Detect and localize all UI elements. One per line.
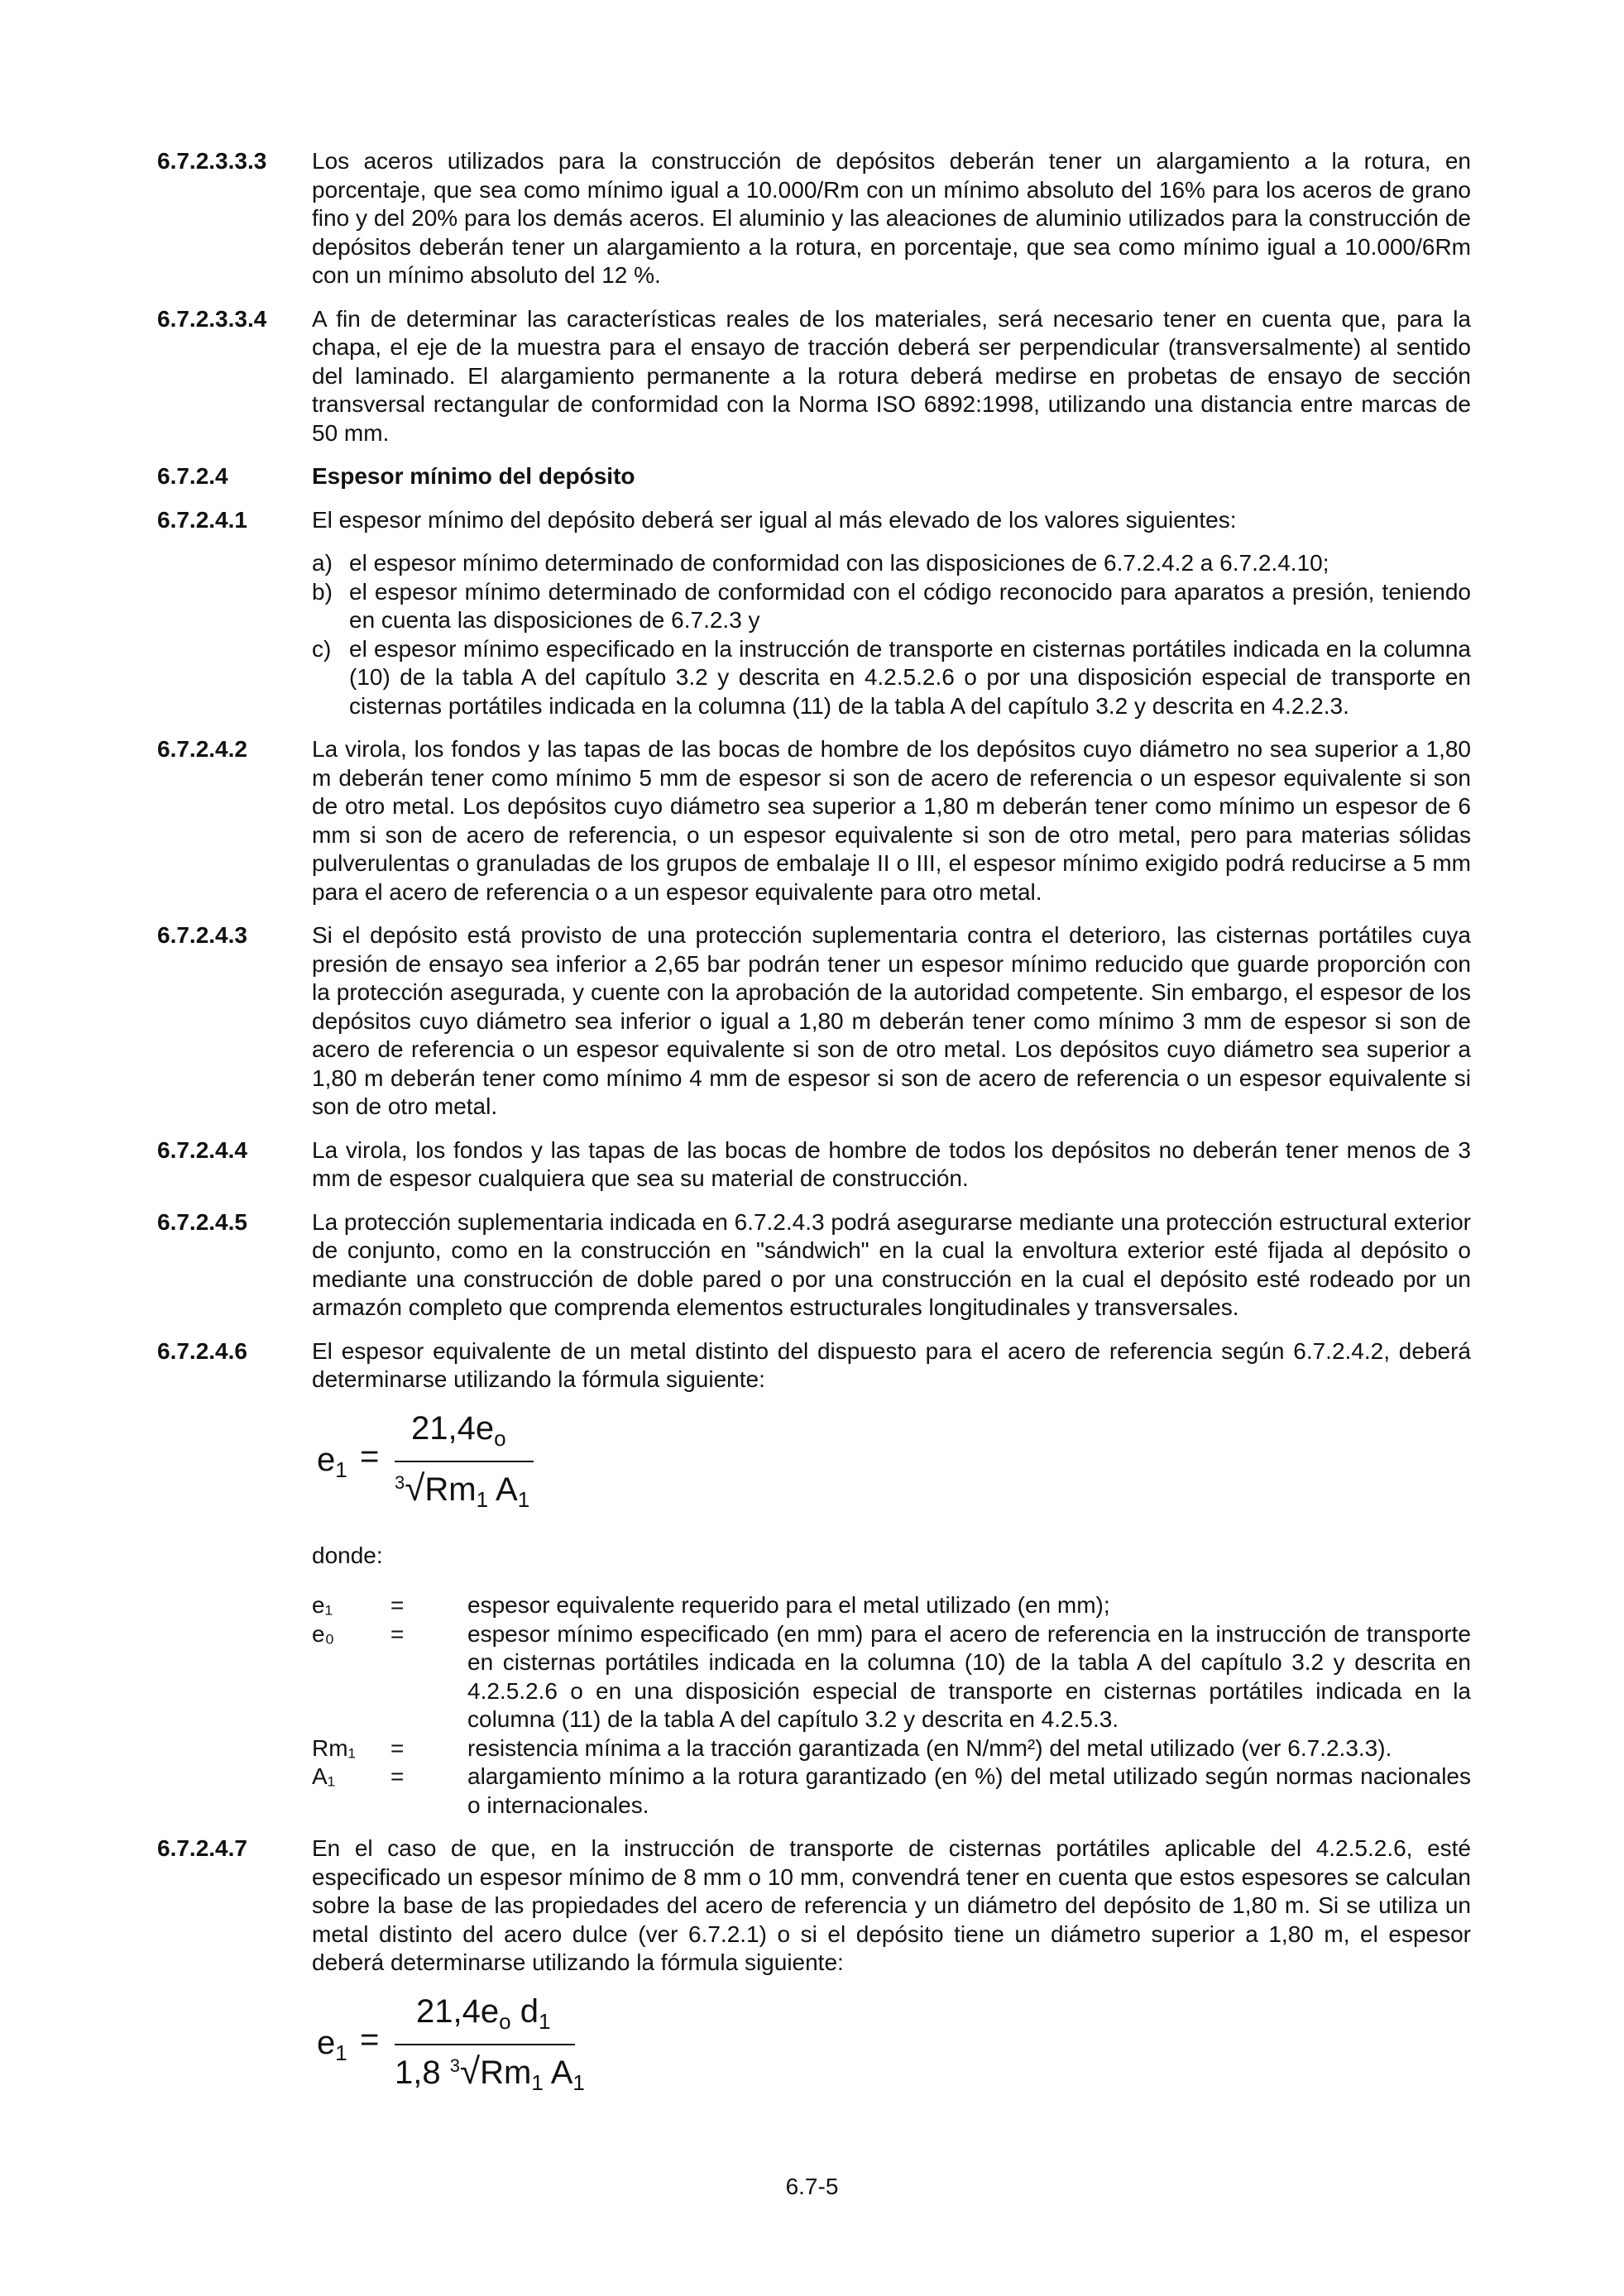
formula-equals: = — [360, 2021, 380, 2058]
definition-row — [312, 1734, 1471, 1763]
list-label: b) — [312, 578, 333, 605]
definition-text: espesor mínimo especificado (en mm) para el acero de referencia en la instrucción de transporte en cisternas portátiles indicada en la columna (10) de la tabla A del capítulo 3.2 y descrita en 4.2.5.2.6 o en una disposición especial de transporte en cisternas portátiles indicada en la columna (11) de la tabla A del capítulo 3.2 y descrita en 4.2.5.3. — [467, 1620, 1471, 1732]
list-item — [312, 635, 1471, 721]
formula-denominator: 1,8 $^3√Rm_1$ $A_1$ — [395, 2050, 585, 2095]
paragraph-6-7-2-4-2 — [157, 735, 1471, 906]
formula-thickness-diameter — [312, 1992, 1471, 2108]
cube-root-icon: √ — [405, 1467, 425, 1509]
section-text: El espesor mínimo del depósito deberá ser igual al más elevado de los valores siguientes: — [312, 506, 1237, 533]
section-number: 6.7.2.4.3 — [157, 922, 247, 948]
section-text: Si el depósito está provisto de una protección suplementaria contra el deterioro, las cisternas portátiles cuya presión de ensayo sea inferior a 2,65 bar podrán tener un espesor mínimo reducido que guarde proporción con la protección asegurada, y cuente con la aprobación de la autoridad competente. Sin embargo, el espesor de los depósitos cuyo diámetro sea inferior o igual a 1,80 m deberán tener como mínimo 3 mm de espesor si son de acero de referencia o un espesor equivalente si son de otro metal. Los depósitos cuyo diámetro sea superior a 1,80 m deberán tener como mínimo 4 mm de espesor si son de acero de referencia o un espesor equivalente si son de otro metal. — [312, 922, 1471, 1119]
section-number: 6.7.2.4.2 — [157, 736, 247, 762]
definition-equals: = — [390, 1592, 405, 1618]
paragraph-6-7-2-3-3-4 — [157, 305, 1471, 448]
formula-numerator: $21,4e_o$ $d_1$ — [416, 1992, 551, 2034]
heading-6-7-2-4 — [157, 462, 1471, 491]
definition-text: alargamiento mínimo a la rotura garantizado (en %) del metal utilizado según normas nacionales o internacionales. — [467, 1763, 1471, 1818]
page-content — [157, 147, 1471, 2125]
paragraph-6-7-2-4-4 — [157, 1136, 1471, 1193]
section-number: 6.7.2.3.3.4 — [157, 305, 267, 332]
definition-row — [312, 1620, 1471, 1734]
definition-symbol: A₁ — [312, 1763, 336, 1789]
definition-text: resistencia mínima a la tracción garantizada (en N/mm²) del metal utilizado (ver 6.7.2.3.3). — [467, 1734, 1392, 1761]
section-text: A fin de determinar las características reales de los materiales, será necesario tener en cuenta que, para la chapa, el eje de la muestra para el ensayo de tracción deberá ser perpendicular (transversalmente) al sentido del laminado. El alargamiento permanente a la rotura deberá medirse en probetas de ensayo de sección transversal rectangular de conformidad con la Norma ISO 6892:1998, utilizando una distancia entre marcas de 50 mm. — [312, 305, 1471, 446]
section-text: En el caso de que, en la instrucción de transporte de cisternas portátiles aplicable del 4.2.5.2.6, esté especificado un espesor mínimo de 8 mm o 10 mm, convendrá tener en cuenta que estos espesores se calculan sobre la base de las propiedades del acero de referencia y un diámetro del depósito de 1,80 m. Si se utiliza un metal distinto del acero dulce (ver 6.7.2.1) o si el depósito tiene un diámetro superior a 1,80 m, el espesor deberá determinarse utilizando la fórmula siguiente: — [312, 1835, 1471, 1975]
cube-root-icon: √ — [459, 2050, 481, 2092]
paragraph-6-7-2-4-3 — [157, 921, 1471, 1122]
definition-text: espesor equivalente requerido para el metal utilizado (en mm); — [467, 1592, 1110, 1618]
section-number: 6.7.2.4.1 — [157, 506, 247, 533]
list-item — [312, 549, 1471, 578]
paragraph-6-7-2-3-3-3 — [157, 147, 1471, 290]
definition-row — [312, 1763, 1471, 1820]
formula-numerator: $21,4e_o$ — [411, 1409, 506, 1451]
section-text: Los aceros utilizados para la construcción de depósitos deberán tener un alargamiento a la rotura, en porcentaje, que sea como mínimo igual a 10.000/Rm con un mínimo absoluto del 16% para los aceros de grano fino y del 20% para los demás aceros. El aluminio y las aleaciones de aluminio utilizados para la construcción de depósitos deberán tener un alargamiento a la rotura, en porcentaje, que sea como mínimo igual a 10.000/6Rm con un mínimo absoluto del 12 %. — [312, 148, 1471, 288]
section-number: 6.7.2.4 — [157, 463, 228, 489]
paragraph-6-7-2-4-7 — [157, 1834, 1471, 1978]
section-number: 6.7.2.4.4 — [157, 1136, 247, 1163]
formula-lhs: $e_1$ — [317, 1441, 347, 1482]
section-number: 6.7.2.4.6 — [157, 1337, 247, 1364]
section-number: 6.7.2.4.7 — [157, 1835, 247, 1861]
formula-denominator: $^3√Rm_1$ $A_1$ — [395, 1467, 530, 1512]
list-item — [312, 578, 1471, 635]
list-text: el espesor mínimo determinado de conformidad con el código reconocido para aparatos a presión, teniendo en cuenta las disposiciones de 6.7.2.3 y — [349, 578, 1471, 633]
fraction-bar — [395, 2044, 575, 2045]
definition-symbol: Rm₁ — [312, 1734, 356, 1761]
donde-label: donde: — [312, 1542, 383, 1568]
section-text: La virola, los fondos y las tapas de las bocas de hombre de todos los depósitos no deberán tener menos de 3 mm de espesor cualquiera que sea su material de construcción. — [312, 1136, 1471, 1191]
section-text: El espesor equivalente de un metal distinto del dispuesto para el acero de referencia según 6.7.2.4.2, deberá determinarse utilizando la fórmula siguiente: — [312, 1337, 1471, 1392]
definition-equals: = — [390, 1734, 405, 1761]
formula-equivalent-thickness — [312, 1409, 1471, 1525]
list-text: el espesor mínimo determinado de conformidad con las disposiciones de 6.7.2.4.2 a 6.7.2.4.10; — [349, 550, 1329, 576]
variable-definitions — [312, 1591, 1471, 1820]
list-label: a) — [312, 550, 333, 576]
section-number: 6.7.2.4.5 — [157, 1208, 247, 1235]
section-text: La virola, los fondos y las tapas de las bocas de hombre de los depósitos cuyo diámetro no sea superior a 1,80 m deberán tener como mínimo 5 mm de espesor si son de acero de referencia o un espesor equivalente si son de otro metal. Los depósitos cuyo diámetro sea superior a 1,80 m deberán tener como mínimo un espesor de 6 mm si son de acero de referencia, o un espesor equivalente si son de otro metal, pero para materias sólidas pulverulentas o granuladas de los grupos de embalaje II o III, el espesor mínimo exigido podrá reducirse a 5 mm para el acero de referencia o a un espesor equivalente para otro metal. — [312, 736, 1471, 905]
section-text: La protección suplementaria indicada en 6.7.2.4.3 podrá asegurarse mediante una protección estructural exterior de conjunto, como en la construcción en "sándwich" en la cual la envoltura exterior esté fijada al depósito o mediante una construcción de doble pared o por una construcción en la cual el depósito esté rodeado por un armazón completo que comprenda elementos estructurales longitudinales y transversales. — [312, 1208, 1471, 1320]
definition-symbol: e₁ — [312, 1592, 333, 1618]
formula-lhs: $e_1$ — [317, 2024, 347, 2065]
paragraph-6-7-2-4-6 — [157, 1337, 1471, 1394]
definition-symbol: e₀ — [312, 1620, 335, 1647]
paragraph-6-7-2-4-1 — [157, 506, 1471, 535]
definition-equals: = — [390, 1620, 405, 1647]
section-heading: Espesor mínimo del depósito — [312, 463, 635, 489]
requirements-list — [312, 549, 1471, 720]
list-text: el espesor mínimo especificado en la instrucción de transporte en cisternas portátiles indicada en la columna (10) de la tabla A del capítulo 3.2 y descrita en 4.2.5.2.6 o por una disposición especial de transporte en cisternas portátiles indicada en la columna (11) de la tabla A del capítulo 3.2 y descrita en 4.2.2.3. — [349, 635, 1471, 719]
fraction-bar — [395, 1461, 534, 1462]
list-label: c) — [312, 635, 332, 662]
definition-row — [312, 1591, 1471, 1620]
section-number: 6.7.2.3.3.3 — [157, 148, 267, 174]
formula-equals: = — [360, 1437, 380, 1475]
definition-equals: = — [390, 1763, 405, 1789]
paragraph-6-7-2-4-5 — [157, 1208, 1471, 1323]
page-number: 6.7-5 — [785, 2174, 839, 2199]
